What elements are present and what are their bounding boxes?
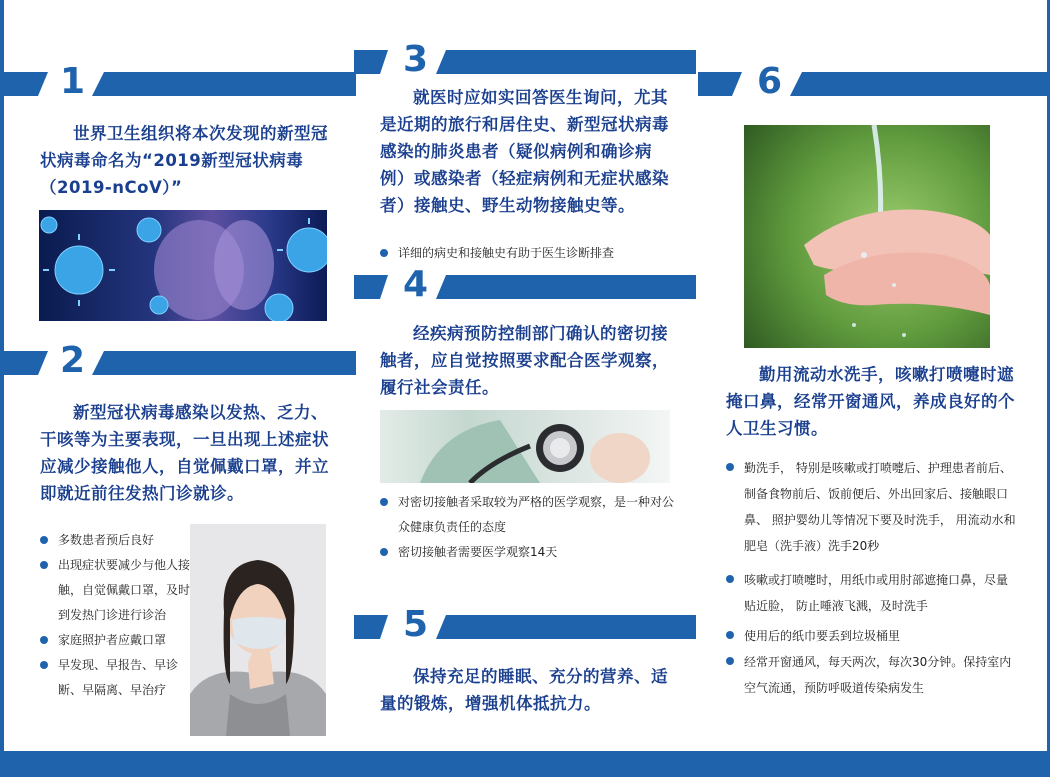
list-item: 出现症状要减少与他人接触，自觉佩戴口罩，及时到发热门诊进行诊治 [40,553,190,628]
section-2-bullets [40,528,190,703]
list-item: 详细的病史和接触史有助于医生诊断排查 [380,241,680,266]
section-4-title: 经疾病预防控制部门确认的密切接触者，应自觉按照要求配合医学观察，履行社会责任。 [380,324,669,397]
list-item: 经常开窗通风，每天两次，每次30分钟。保持室内空气流通，预防呼吸道传染病发生 [726,649,1018,701]
list-item: 密切接触者需要医学观察14天 [380,540,675,565]
section-2-banner [0,351,360,377]
list-item: 勤洗手， 特别是咳嗽或打喷嚏后、护理患者前后、制备食物前后、饭前便后、外出回家后、接触眼口鼻、 照护婴幼儿等情况下要及时洗手， 用流动水和肥皂（洗手液）洗手20秒 [726,455,1018,559]
hand-washing-photo [744,125,990,348]
virus-illustration [39,210,327,321]
stethoscope-photo [380,410,670,483]
section-2-title: 新型冠状病毒感染以发热、乏力、干咳等为主要表现，一旦出现上述症状应减少接触他人，自觉佩戴口罩，并立即就近前往发热门诊就诊。 [40,403,329,503]
footer-bar [0,751,1050,777]
section-4-number: 4 [403,264,429,305]
section-2-number: 2 [60,340,86,381]
section-4-bullets [380,490,675,565]
list-item: 咳嗽或打喷嚏时，用纸巾或用肘部遮掩口鼻，尽量贴近脸， 防止唾液飞溅，及时洗手 [726,567,1018,619]
list-item: 早发现、早报告、早诊断、早隔离、早治疗 [40,653,190,703]
section-3-bullets [380,241,680,266]
section-5-title: 保持充足的睡眠、充分的营养、适量的锻炼，增强机体抵抗力。 [380,667,668,713]
section-3-number: 3 [403,39,429,80]
list-item: 家庭照护者应戴口罩 [40,628,190,653]
section-6-bullets [726,455,1018,701]
section-6-title: 勤用流动水洗手，咳嗽打喷嚏时遮掩口鼻，经常开窗通风，养成良好的个人卫生习惯。 [726,365,1015,438]
list-item: 使用后的纸巾要丢到垃圾桶里 [726,623,1018,649]
section-5-number: 5 [403,604,429,645]
masked-woman-photo [190,524,326,736]
section-1-title: 世界卫生组织将本次发现的新型冠状病毒命名为“2019新型冠状病毒（2019-nCoV）” [40,124,328,197]
left-edge-strip [0,0,4,777]
section-1-number: 1 [60,61,86,102]
section-6-number: 6 [757,61,783,102]
section-6-banner [698,72,1050,98]
list-item: 对密切接触者采取较为严格的医学观察，是一种对公众健康负责任的态度 [380,490,675,540]
section-3-title: 就医时应如实回答医生询问，尤其是近期的旅行和居住史、新型冠状病毒感染的肺炎患者（疑似病例和确诊病例）或感染者（轻症病例和无症状感染者）接触史、野生动物接触史等。 [380,88,669,215]
section-1-banner [0,72,360,98]
list-item: 多数患者预后良好 [40,528,190,553]
